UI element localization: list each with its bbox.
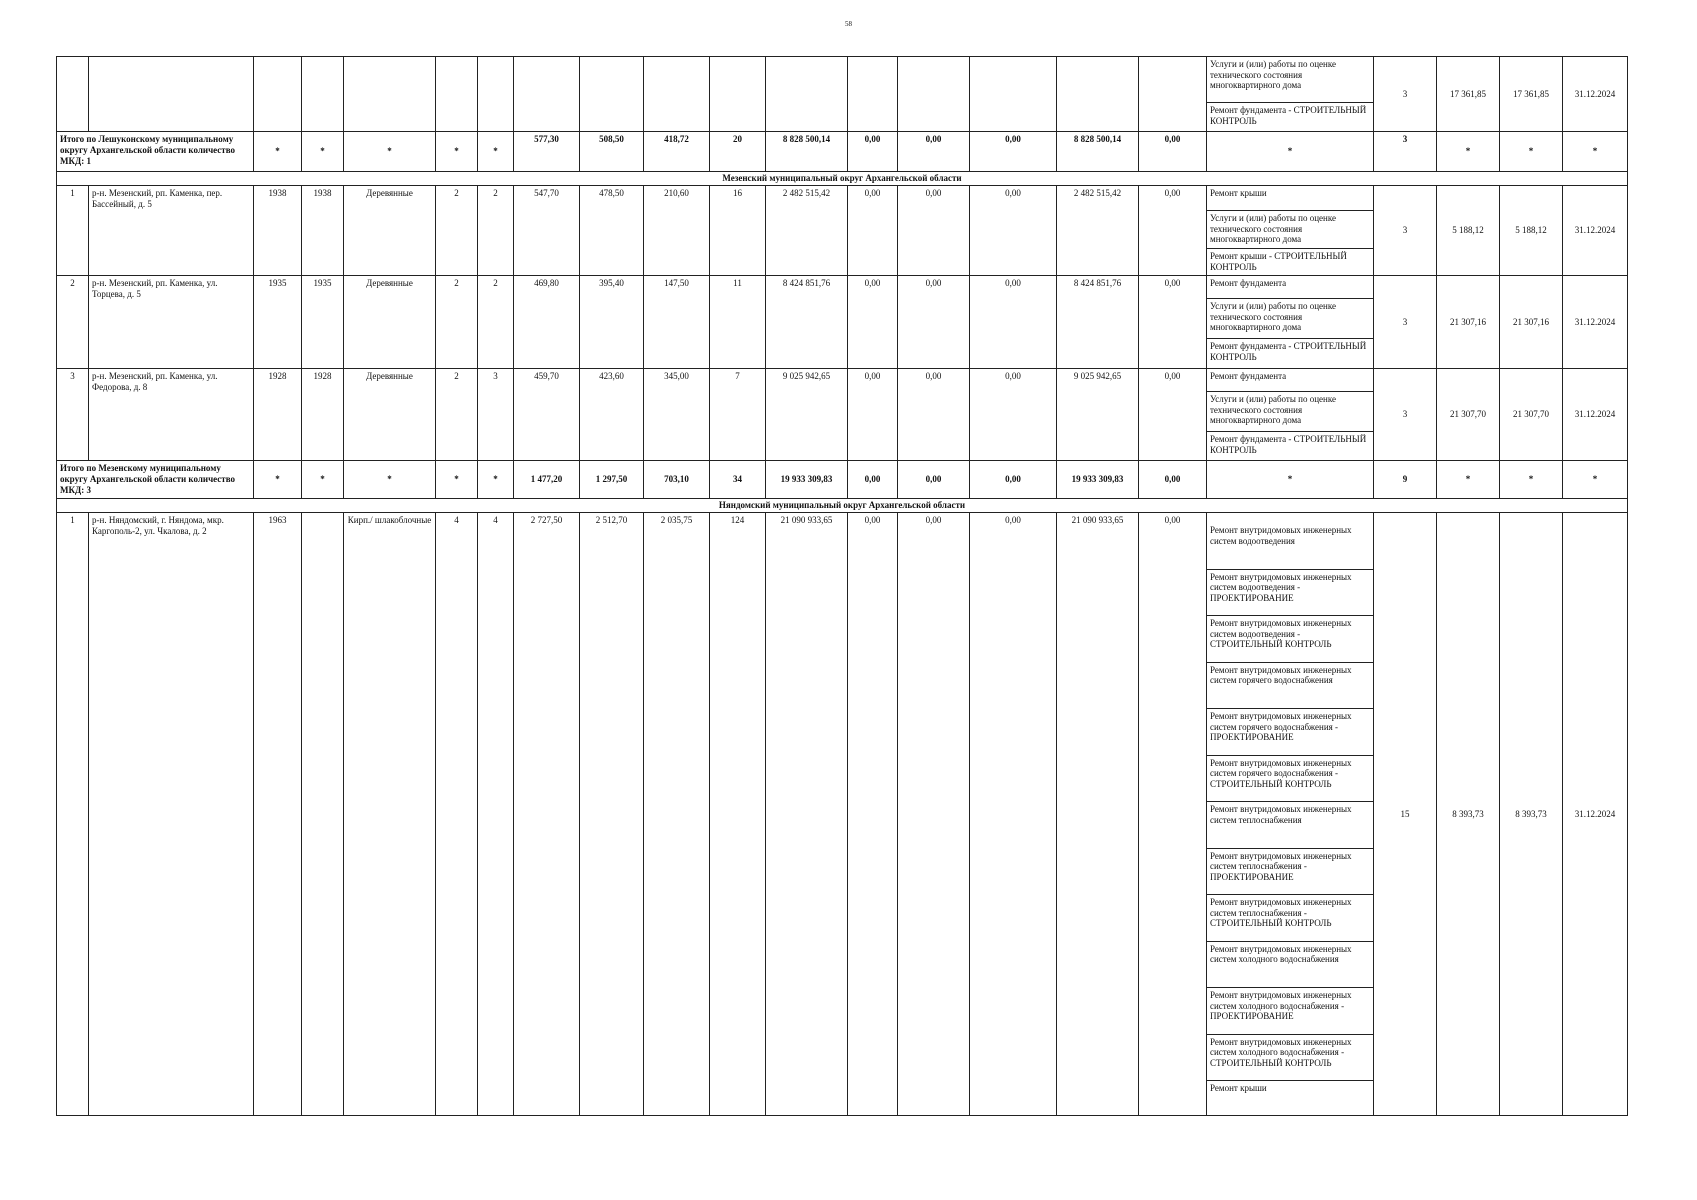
total-label: Итого по Лешуконскому муниципальному округу Архангельской области количество МКД: 1 [57,132,254,172]
work-item: Услуги и (или) работы по оценке технического состояния многоквартирного дома [1207,299,1373,339]
cost-max: 17 361,85 [1500,57,1563,132]
work-item: Ремонт фундамента [1207,369,1373,392]
works-list [1207,513,1374,1116]
work-item: Ремонт крыши - СТРОИТЕЛЬНЫЙ КОНТРОЛЬ [1210,251,1347,272]
cost-unit: 17 361,85 [1437,57,1500,132]
works-list [1207,57,1374,132]
work-item: Услуги и (или) работы по оценке технического состояния многоквартирного дома [1207,211,1373,249]
work-item: Ремонт внутридомовых инженерных систем теплоснабжения - ПРОЕКТИРОВАНИЕ [1207,849,1373,896]
program-table [56,56,1628,1116]
work-item: Ремонт фундамента [1207,276,1373,299]
page-number: 58 [845,20,852,28]
work-item: Ремонт внутридомовых инженерных систем холодного водоснабжения - ПРОЕКТИРОВАНИЕ [1207,988,1373,1035]
total-label: Итого по Мезенскому муниципальному округу Архангельской области количество МКД: 3 [57,461,254,499]
work-item: Ремонт внутридомовых инженерных систем водоотведения - СТРОИТЕЛЬНЫЙ КОНТРОЛЬ [1207,616,1373,663]
work-item: Ремонт внутридомовых инженерных систем водоотведения - ПРОЕКТИРОВАНИЕ [1207,570,1373,617]
work-count: 3 [1374,57,1437,132]
completion-date: 31.12.2024 [1563,57,1628,132]
section-header [57,172,1628,186]
work-item: Ремонт внутридомовых инженерных систем холодного водоснабжения - СТРОИТЕЛЬНЫЙ КОНТРОЛЬ [1207,1035,1373,1082]
work-item: Ремонт внутридомовых инженерных систем теплоснабжения [1207,802,1373,849]
table-row: 3 р-н. Мезенский, рп. Каменка, ул. Федорова, д. 8 1928 1928 Деревянные 2 3 459,70 423,60 345,00 7 9 025 942,65 0,00 0,00 0,00 9 025 942,65 0,00 Ремонт фундамента Услуги и (или) работы по оценке технического состояния многоквартирного дома Ремонт фундамента - СТРОИТЕЛЬНЫЙ КОНТРОЛЬ 3 21 307,70 21 307,70 31.12.2024 [57,369,1628,461]
address: р-н. Мезенский, рп. Каменка, пер. Бассейный, д. 5 [89,186,254,276]
table-row: 1 р-н. Няндомский, г. Няндома, мкр. Каргополь-2, ул. Чкалова, д. 2 1963 Кирп./ шлакоблочные 4 4 2 727,50 2 512,70 2 035,75 124 21 090 933,65 0,00 0,00 0,00 21 090 933,65 0,00 Ремонт внутридомовых инженерных систем водоотведения Ремонт внутридомовых инженерных систем водоотведения - ПРОЕКТИРОВАНИЕ Ремонт внутридомовых инженерных систем водоотведения - СТРОИТЕЛЬНЫЙ КОНТРОЛЬ Ремонт внутридомовых инженерных систем горячего водоснабжения Ремонт внутридомовых инженерных систем горячего водоснабжения - ПРОЕКТИРОВАНИЕ Ремонт внутридомовых инженерных систем горячего водоснабжения - СТРОИТЕЛЬНЫЙ КОНТРОЛЬ Ремонт внутридомовых инженерных систем теплоснабжения Ремонт внутридомовых инженерных систем теплоснабжения - ПРОЕКТИРОВАНИЕ Ремонт внутридомовых инженерных систем теплоснабжения - СТРОИТЕЛЬНЫЙ КОНТРОЛЬ Ремонт внутридомовых инженерных систем холодного водоснабжения Ремонт внутридомовых инженерных систем холодного водоснабжения - ПРОЕКТИРОВАНИЕ Ремонт внутридомовых инженерных систем холодного водоснабжения - СТРОИТЕЛЬНЫЙ КОНТРОЛЬ Ремонт крыши 15 8 393,73 8 393,73 31.12.2024 [57,513,1628,1116]
section-title: Мезенский муниципальный округ Архангельской области [57,172,1628,186]
works-list [1207,186,1374,276]
work-item: Ремонт крыши [1207,186,1373,211]
work-item: Ремонт внутридомовых инженерных систем горячего водоснабжения [1207,663,1373,710]
table-row: 2 р-н. Мезенский, рп. Каменка, ул. Торцева, д. 5 1935 1935 Деревянные 2 2 469,80 395,40 147,50 11 8 424 851,76 0,00 0,00 0,00 8 424 851,76 0,00 Ремонт фундамента Услуги и (или) работы по оценке технического состояния многоквартирного дома Ремонт фундамента - СТРОИТЕЛЬНЫЙ КОНТРОЛЬ 3 21 307,16 21 307,16 31.12.2024 [57,276,1628,369]
work-item: Ремонт внутридомовых инженерных систем водоотведения [1207,523,1373,570]
total-row: Итого по Мезенскому муниципальному округу Архангельской области количество МКД: 3 * * * * * 1 477,20 1 297,50 703,10 34 19 933 309,83 0,00 0,00 0,00 19 933 309,83 0,00 * 9 * * * [57,461,1628,499]
work-item: Ремонт фундамента - СТРОИТЕЛЬНЫЙ КОНТРОЛЬ [1210,341,1367,362]
works-list [1207,369,1374,461]
table-row: 1 р-н. Мезенский, рп. Каменка, пер. Бассейный, д. 5 1938 1938 Деревянные 2 2 547,70 478,50 210,60 16 2 482 515,42 0,00 0,00 0,00 2 482 515,42 0,00 Ремонт крыши Услуги и (или) работы по оценке технического состояния многоквартирного дома Ремонт крыши - СТРОИТЕЛЬНЫЙ КОНТРОЛЬ 3 5 188,12 5 188,12 31.12.2024 [57,186,1628,276]
address: р-н. Мезенский, рп. Каменка, ул. Федорова, д. 8 [89,369,254,461]
work-item: Ремонт внутридомовых инженерных систем горячего водоснабжения - ПРОЕКТИРОВАНИЕ [1207,709,1373,756]
table-row [57,57,1628,132]
work-item: Услуги и (или) работы по оценке технического состояния многоквартирного дома [1207,57,1373,103]
work-item: Ремонт внутридомовых инженерных систем холодного водоснабжения [1207,942,1373,989]
address: р-н. Мезенский, рп. Каменка, ул. Торцева, д. 5 [89,276,254,369]
works-list [1207,276,1374,369]
total-row: Итого по Лешуконскому муниципальному округу Архангельской области количество МКД: 1 * * * * * 577,30 508,50 418,72 20 8 828 500,14 0,00 0,00 0,00 8 828 500,14 0,00 * 3 * * * [57,132,1628,172]
work-item: Ремонт фундамента - СТРОИТЕЛЬНЫЙ КОНТРОЛЬ [1210,105,1367,126]
work-item: Ремонт крыши [1210,1083,1267,1093]
work-item: Ремонт фундамента - СТРОИТЕЛЬНЫЙ КОНТРОЛЬ [1210,434,1367,455]
section-title: Няндомский муниципальный округ Архангельской области [57,499,1628,513]
section-header [57,499,1628,513]
work-item: Услуги и (или) работы по оценке технического состояния многоквартирного дома [1207,392,1373,432]
work-item: Ремонт внутридомовых инженерных систем теплоснабжения - СТРОИТЕЛЬНЫЙ КОНТРОЛЬ [1207,895,1373,942]
address: р-н. Няндомский, г. Няндома, мкр. Каргополь-2, ул. Чкалова, д. 2 [89,513,254,1116]
work-item: Ремонт внутридомовых инженерных систем горячего водоснабжения - СТРОИТЕЛЬНЫЙ КОНТРОЛЬ [1207,756,1373,803]
